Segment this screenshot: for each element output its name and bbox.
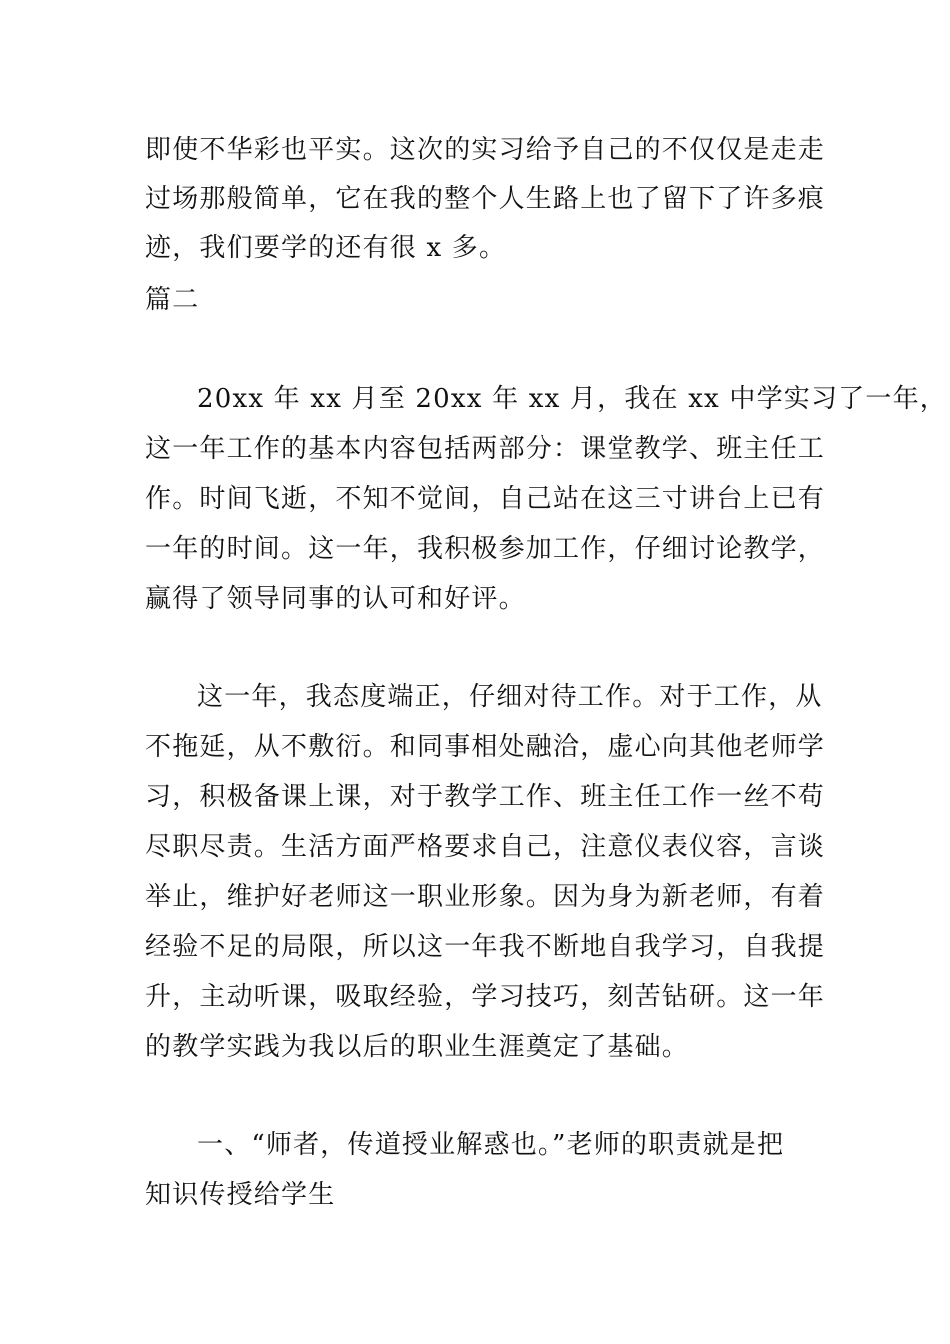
text-line: 这一年，我态度端正，仔细对待工作。对于工作，从 [197, 682, 823, 712]
text-line: 不拖延，从不敷衍。和同事相处融洽，虚心向其他老师学 [145, 732, 826, 762]
text-line: 迹，我们要学的还有很 x 多。 [145, 233, 507, 263]
text-line: 赢得了领导同事的认可和好评。 [145, 584, 526, 614]
text-line: 20xx 年 xx 月至 20xx 年 xx 月，我在 xx 中学实习了一年， [197, 384, 947, 414]
text-line: 即使不华彩也平实。这次的实习给予自己的不仅仅是走走 [145, 135, 826, 165]
text-line: 的教学实践为我以后的职业生涯奠定了基础。 [145, 1032, 690, 1062]
text-line: 作。时间飞逝，不知不觉间，自己站在这三寸讲台上已有 [145, 484, 826, 514]
text-line: 这一年工作的基本内容包括两部分：课堂教学、班主任工 [145, 434, 826, 464]
text-line: 一、“师者，传道授业解惑也。”老师的职责就是把 [197, 1130, 785, 1160]
text-line: 一年的时间。这一年，我积极参加工作，仔细讨论教学， [145, 534, 826, 564]
text-line: 习，积极备课上课，对于教学工作、班主任工作一丝不苟 [145, 782, 826, 812]
text-line: 知识传授给学生 [145, 1180, 336, 1210]
text-line: 升，主动听课，吸取经验，学习技巧，刻苦钻研。这一年 [145, 982, 826, 1012]
text-line: 尽职尽责。生活方面严格要求自己，注意仪表仪容，言谈 [145, 832, 826, 862]
text-line: 过场那般简单，它在我的整个人生路上也了留下了许多痕 [145, 184, 826, 214]
text-line: 经验不足的局限，所以这一年我不断地自我学习，自我提 [145, 932, 826, 962]
section-heading: 篇二 [145, 285, 200, 315]
text-line: 举止，维护好老师这一职业形象。因为身为新老师，有着 [145, 882, 826, 912]
